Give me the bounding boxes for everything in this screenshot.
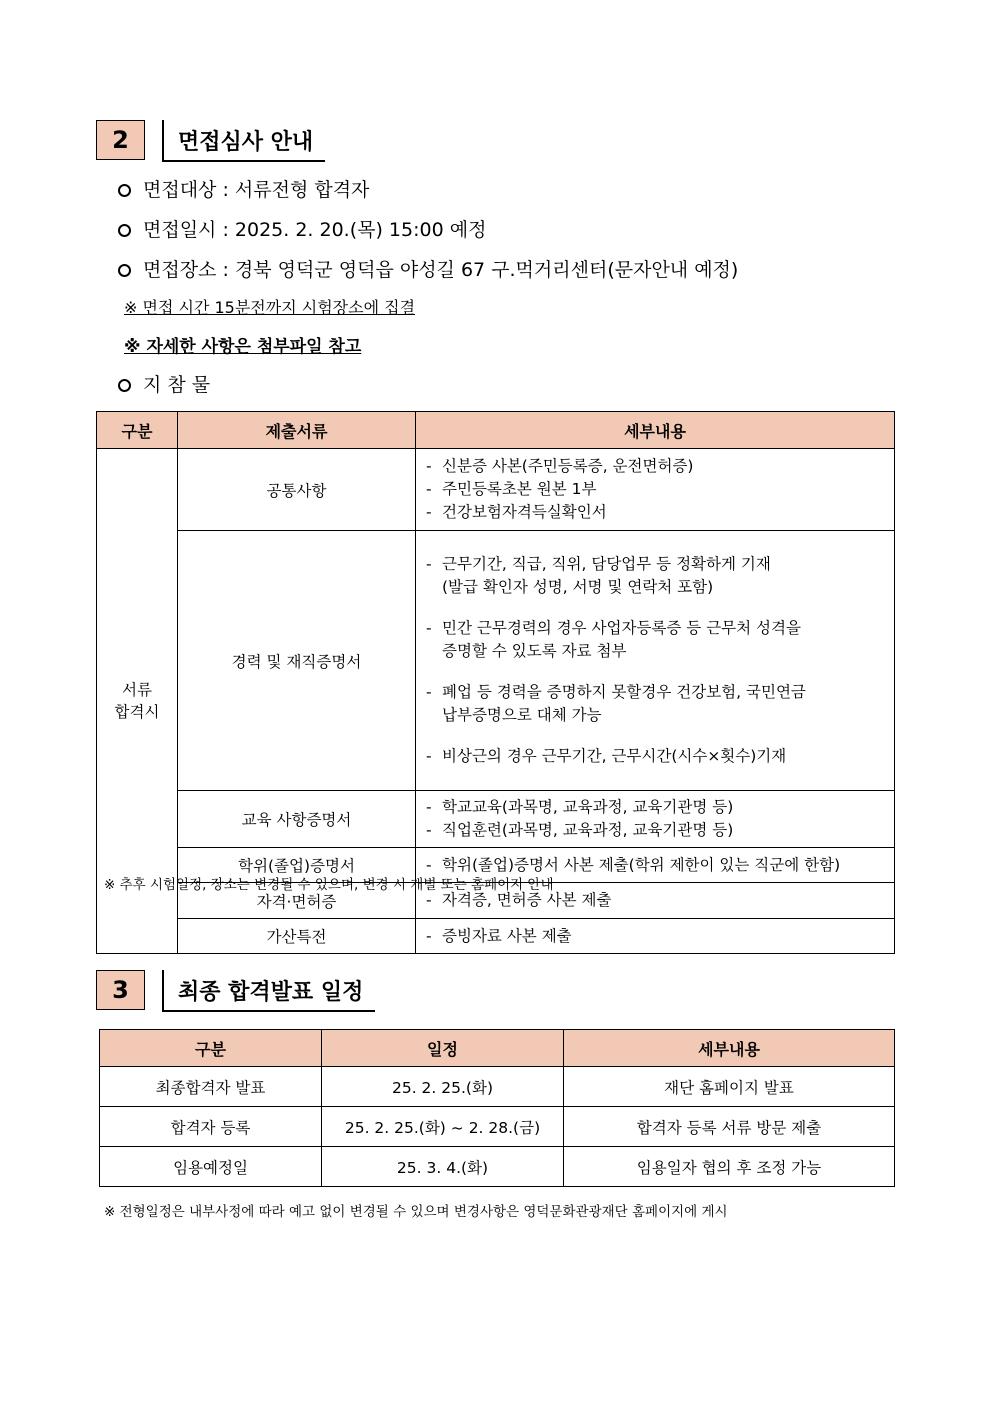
circle-bullet-icon xyxy=(118,379,131,392)
section-3-number: 3 xyxy=(96,970,145,1010)
header-details: 세부내용 xyxy=(564,1030,895,1067)
schedule-cell: 25. 3. 4.(화) xyxy=(322,1147,564,1187)
gather-time-note: ※ 면접 시간 15분전까지 시험장소에 집결 xyxy=(124,298,416,317)
doc-cell: 교육 사항증명서 xyxy=(178,791,416,848)
detail-item: - 근무기간, 직급, 직위, 담당업무 등 정확하게 기재 (발급 확인자 성명, 서명 및 연락처 포함) xyxy=(424,553,888,599)
table-row xyxy=(97,449,895,531)
detail-item: - 학교교육(과목명, 교육과정, 교육기관명 등) xyxy=(424,796,888,819)
interview-location-line: 면접장소 : 경북 영덕군 영덕읍 야성길 67 구.먹거리센터(문자안내 예정) xyxy=(118,255,738,282)
detail-item: - 폐업 등 경력을 증명하지 못할경우 건강보험, 국민연금 납부증명으로 대체 가능 xyxy=(424,681,888,727)
table-row xyxy=(97,919,895,954)
detail-cell: 재단 홈페이지 발표 xyxy=(564,1067,895,1107)
detail-item: - 주민등록초본 원본 1부 xyxy=(424,478,888,501)
detail-item: - 직업훈련(과목명, 교육과정, 교육기관명 등) xyxy=(424,819,888,842)
table-row xyxy=(100,1067,895,1107)
header-schedule: 일정 xyxy=(322,1030,564,1067)
detail-item: - 건강보험자격득실확인서 xyxy=(424,501,888,524)
section-2-footnote: ※ 추후 시험일정, 장소는 변경될 수 있으며, 변경 시 개별 또는 홈페이지 안내 xyxy=(104,877,554,893)
table-header-row xyxy=(100,1030,895,1067)
detail-item: - 신분증 사본(주민등록증, 운전면허증) xyxy=(424,455,888,478)
header-documents: 제출서류 xyxy=(178,412,416,449)
schedule-cell: 25. 2. 25.(화) xyxy=(322,1067,564,1107)
table-header-row xyxy=(97,412,895,449)
category-cell: 서류 합격시 xyxy=(97,449,178,954)
detail-item: - 자격증, 면허증 사본 제출 xyxy=(424,889,888,912)
table-row xyxy=(97,791,895,848)
circle-bullet-icon xyxy=(118,184,131,197)
doc-cell: 경력 및 재직증명서 xyxy=(178,531,416,791)
section-3-title: 최종 합격발표 일정 xyxy=(162,970,375,1012)
doc-cell: 자격·면허증 xyxy=(178,883,416,919)
schedule-table xyxy=(99,1029,895,1187)
circle-bullet-icon xyxy=(118,264,131,277)
table-row xyxy=(100,1107,895,1147)
detail-item: - 민간 근무경력의 경우 사업자등록증 등 근무처 성격을 증명할 수 있도록 자료 첨부 xyxy=(424,617,888,663)
detail-item: - 증빙자료 사본 제출 xyxy=(424,925,888,948)
interview-target-line: 면접대상 : 서류전형 합격자 xyxy=(118,175,369,202)
section-3-footnote: ※ 전형일정은 내부사정에 따라 예고 없이 변경될 수 있으며 변경사항은 영덕문화관광재단 홈페이지에 게시 xyxy=(104,1204,728,1220)
attachment-note: ※ 자세한 사항은 첨부파일 참고 xyxy=(124,337,362,357)
detail-item: - 학위(졸업)증명서 사본 제출(학위 제한이 있는 직군에 한함) xyxy=(424,854,888,877)
doc-cell: 가산특전 xyxy=(178,919,416,954)
details-cell xyxy=(416,791,895,848)
detail-item: - 비상근의 경우 근무기간, 근무시간(시수×횟수)기재 xyxy=(424,745,888,768)
detail-cell: 합격자 등록 서류 방문 제출 xyxy=(564,1107,895,1147)
doc-cell: 학위(졸업)증명서 xyxy=(178,848,416,883)
category-cell: 합격자 등록 xyxy=(100,1107,322,1147)
category-cell: 최종합격자 발표 xyxy=(100,1067,322,1107)
details-cell xyxy=(416,531,895,791)
category-cell: 임용예정일 xyxy=(100,1147,322,1187)
table-row xyxy=(100,1147,895,1187)
section-2-number: 2 xyxy=(96,120,145,160)
doc-cell: 공통사항 xyxy=(178,449,416,531)
interview-datetime-line: 면접일시 : 2025. 2. 20.(목) 15:00 예정 xyxy=(118,215,486,242)
details-cell xyxy=(416,919,895,954)
details-cell xyxy=(416,449,895,531)
detail-cell: 임용일자 협의 후 조정 가능 xyxy=(564,1147,895,1187)
header-category: 구분 xyxy=(100,1030,322,1067)
circle-bullet-icon xyxy=(118,224,131,237)
schedule-cell: 25. 2. 25.(화) ~ 2. 28.(금) xyxy=(322,1107,564,1147)
header-details: 세부내용 xyxy=(416,412,895,449)
table-row xyxy=(97,531,895,791)
section-2-title: 면접심사 안내 xyxy=(162,120,325,162)
header-category: 구분 xyxy=(97,412,178,449)
supplies-line: 지 참 물 xyxy=(118,370,210,397)
